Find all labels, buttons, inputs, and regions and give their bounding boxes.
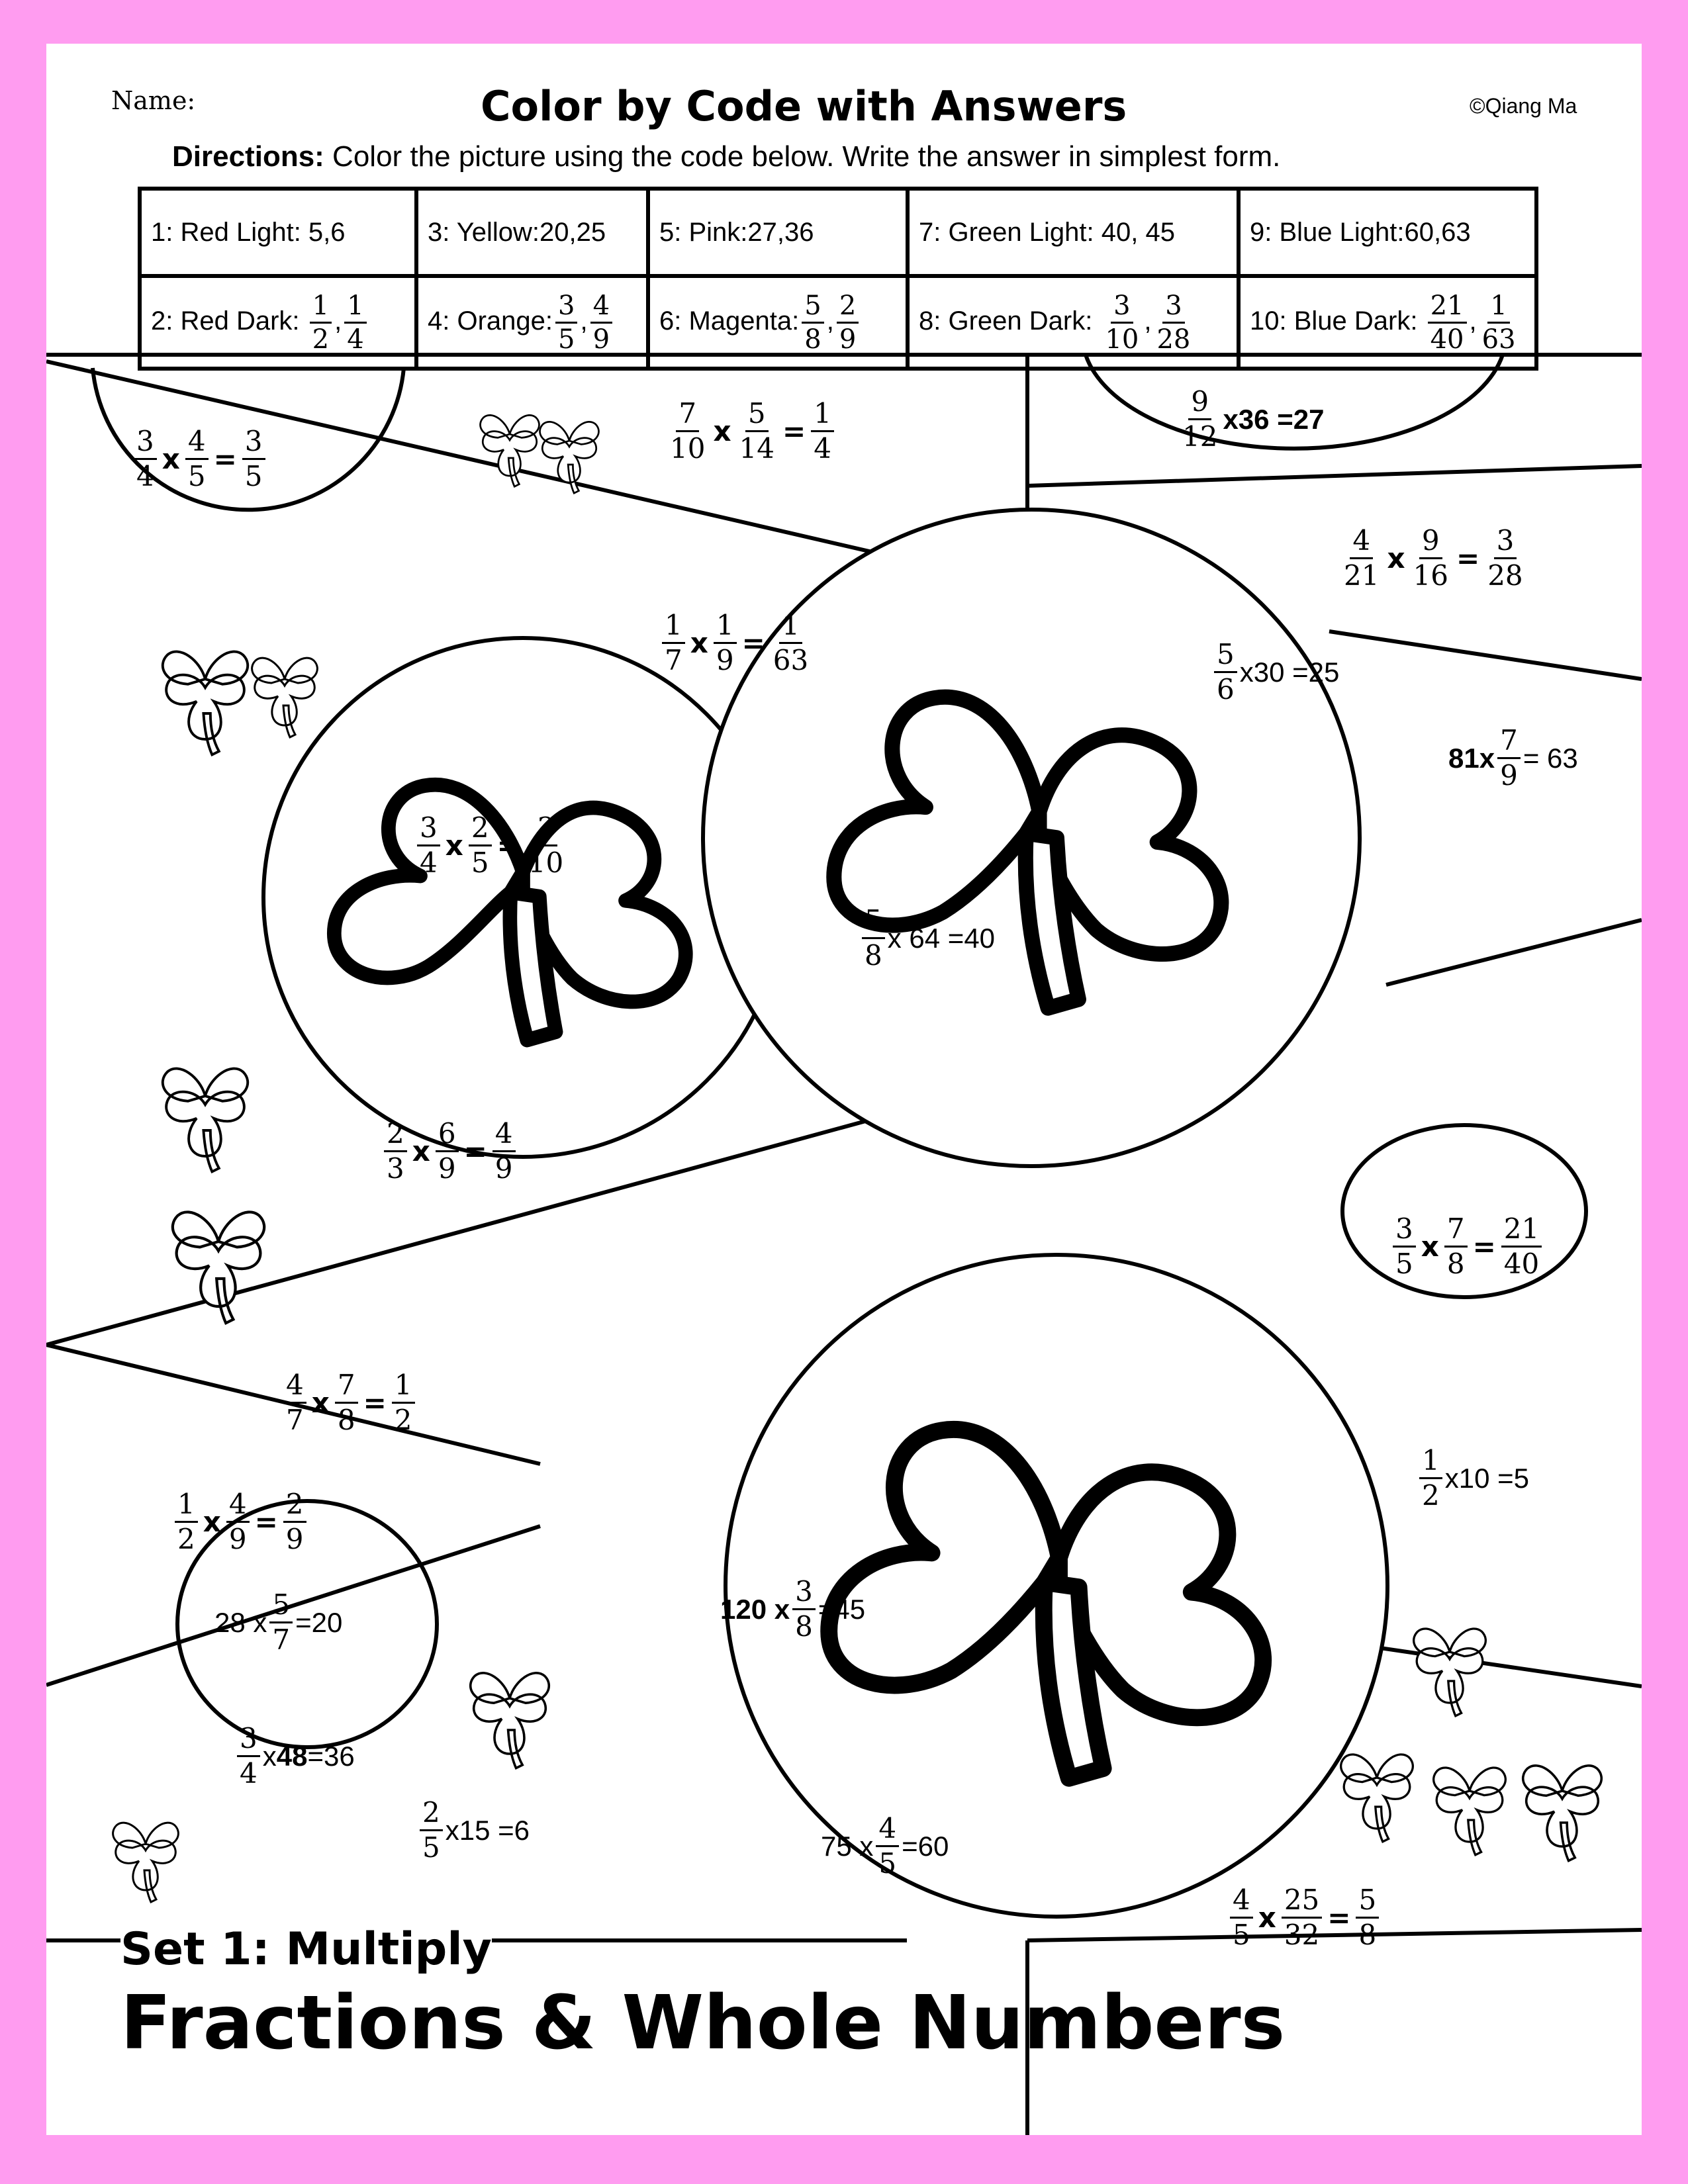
problem-11: $\frac{3}{5}$ x $\frac{7}{8}$ = $\frac{21}{40}$ bbox=[1390, 1215, 1544, 1278]
worksheet-page bbox=[46, 44, 1642, 2135]
name-label: Name: bbox=[111, 86, 196, 115]
problem-18: $\frac{2}{5}$ x15 =6 bbox=[417, 1799, 530, 1862]
page-title: Color by Code with Answers bbox=[481, 82, 1127, 130]
problem-4: $\frac{4}{21}$ x $\frac{9}{16}$ = $\frac{3}{28}$ bbox=[1344, 524, 1523, 592]
problem-9: $\frac{5}{8}$ x 64 =40 bbox=[859, 907, 995, 970]
problem-15: 120 x $\frac{3}{8}$ =45 bbox=[720, 1575, 866, 1643]
problem-20: $\frac{4}{5}$ x $\frac{25}{32}$ = $\frac{5}{8}$ bbox=[1227, 1886, 1382, 1949]
directions: Directions: Color the picture using the code below. Write the answer in simplest form. bbox=[172, 140, 1281, 173]
code-5: 5: Pink:27,36 bbox=[648, 189, 908, 276]
problem-1: $\frac{3}{4}$ x $\frac{4}{5}$ = $\frac{3}{5}$ bbox=[131, 428, 268, 490]
color-code-table bbox=[138, 187, 1538, 371]
code-8: 8: Green Dark: $\frac{3}{10}$ , $\frac{3}{28}$ bbox=[908, 276, 1239, 369]
topic-title: Fractions & Whole Numbers bbox=[120, 1980, 1286, 2066]
problem-19: 75 x $\frac{4}{5}$ =60 bbox=[821, 1812, 949, 1880]
problem-14: $\frac{1}{2}$ x $\frac{4}{9}$ = $\frac{2}{9}$ bbox=[172, 1490, 309, 1553]
problem-3: $\frac{9}{12}$ x36 =27 bbox=[1182, 385, 1325, 453]
problem-16: 28 x $\frac{5}{7}$ =20 bbox=[214, 1588, 343, 1656]
problem-13: $\frac{1}{2}$ x10 =5 bbox=[1417, 1447, 1529, 1510]
code-2: 2: Red Dark: $\frac{1}{2}$ , $\frac{1}{4}$ bbox=[140, 276, 416, 369]
code-6: 6: Magenta: $\frac{5}{8}$ , $\frac{2}{9}$ bbox=[648, 276, 908, 369]
code-3: 3: Yellow:20,25 bbox=[416, 189, 648, 276]
code-1: 1: Red Light: 5,6 bbox=[140, 189, 416, 276]
code-9: 9: Blue Light:60,63 bbox=[1239, 189, 1536, 276]
problem-2: $\frac{7}{10}$ x $\frac{5}{14}$ = $\frac{1}{4}$ bbox=[665, 400, 837, 463]
problem-5: $\frac{1}{7}$ x $\frac{1}{9}$ = $\frac{1}{63}$ bbox=[659, 612, 814, 674]
code-4: 4: Orange: $\frac{3}{5}$ , $\frac{4}{9}$ bbox=[416, 276, 648, 369]
code-7: 7: Green Light: 40, 45 bbox=[908, 189, 1239, 276]
problem-7: 81x $\frac{7}{9}$ = 63 bbox=[1448, 724, 1578, 792]
problem-8: $\frac{3}{4}$ x $\frac{2}{5}$ = $\frac{3}{10}$ bbox=[414, 814, 569, 877]
problem-12: $\frac{4}{7}$ x $\frac{7}{8}$ = $\frac{1}{2}$ bbox=[281, 1371, 418, 1434]
problem-10: $\frac{2}{3}$ x $\frac{6}{9}$ = $\frac{4}{9}$ bbox=[381, 1120, 518, 1183]
copyright: ©Qiang Ma bbox=[1470, 94, 1577, 118]
code-10: 10: Blue Dark: $\frac{21}{40}$ , $\frac{1}{63}$ bbox=[1239, 276, 1536, 369]
problem-17: $\frac{3}{4}$ x 48 =36 bbox=[234, 1725, 355, 1788]
problem-6: $\frac{5}{6}$ x30 =25 bbox=[1211, 641, 1339, 704]
set-label: Set 1: Multiply bbox=[120, 1923, 492, 1976]
